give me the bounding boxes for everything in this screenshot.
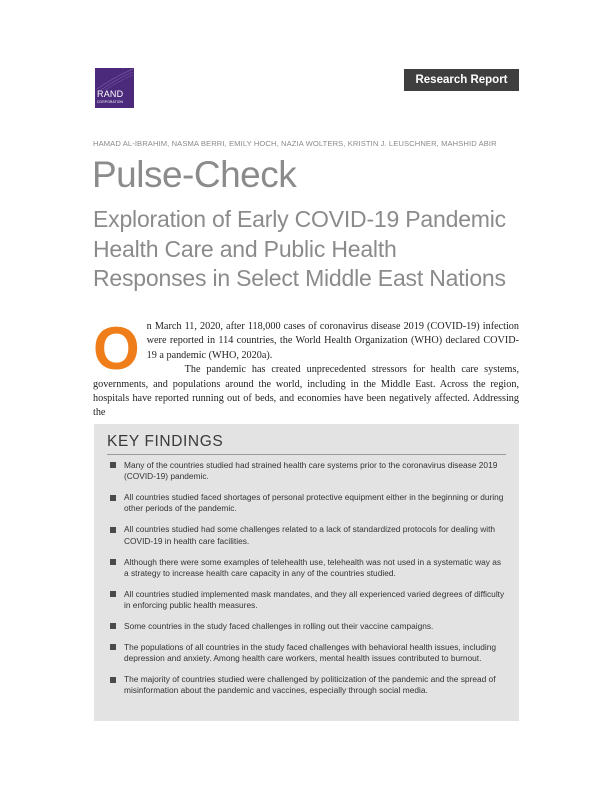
key-findings-heading: KEY FINDINGS — [107, 433, 224, 450]
subtitle-line-2: Health Care and Public Health — [93, 235, 397, 262]
finding-text: Some countries in the study faced challenges in rolling out their vaccine campaigns. — [124, 621, 434, 632]
report-type-badge: Research Report — [404, 69, 519, 91]
intro-text — [93, 315, 519, 421]
page-title: Pulse-Check — [92, 154, 297, 195]
heading-divider — [107, 454, 506, 455]
logo-subtitle: CORPORATION — [97, 100, 124, 104]
finding-item — [110, 460, 508, 482]
bullet-square-icon — [110, 677, 116, 683]
finding-text: All countries studied had some challenges related to a lack of standardized protocols for dealing with COVID-19 in health care facilities. — [124, 524, 496, 546]
bullet-square-icon — [110, 495, 116, 501]
finding-item — [110, 557, 508, 579]
finding-text: The populations of all countries in the study faced challenges with behavioral health issues, including depression and anxiety. Among health care workers, mental health issues contributed to burnout. — [124, 642, 496, 664]
drop-cap: O — [93, 315, 140, 382]
finding-item — [110, 492, 508, 514]
bullet-square-icon — [110, 644, 116, 650]
finding-item — [110, 642, 508, 664]
subtitle-line-3: Responses in Select Middle East Nations — [93, 265, 506, 291]
bullet-square-icon — [110, 527, 116, 533]
author-list: HAMAD AL-IBRAHIM, NASMA BERRI, EMILY HOCH, NAZIA WOLTERS, KRISTIN J. LEUSCHNER, MAHSHID ABIR — [93, 139, 497, 148]
intro-paragraph-1: n March 11, 2020, after 118,000 cases of coronavirus disease 2019 (COVID-19) infection were reported in 114 countries, the World Health Organization (WHO) declared COVID-19 a pandemic (WHO, 2020a). — [146, 321, 519, 361]
bullet-square-icon — [110, 559, 116, 565]
finding-text: Many of the countries studied had strained health care systems prior to the coronavirus disease 2019 (COVID-19) pandemic. — [124, 460, 498, 482]
finding-text: All countries studied implemented mask mandates, and they all experienced varied degrees of difficulty in enforcing public health measures. — [124, 588, 505, 611]
bullet-square-icon — [110, 623, 116, 629]
logo-name: RAND — [97, 89, 124, 99]
finding-text: All countries studied faced shortages of personal protective equipment either in the beginning or during other periods of the pandemic. — [124, 492, 504, 514]
subtitle-line-1: Exploration of Early COVID-19 Pandemic — [93, 206, 506, 232]
intro-paragraph-2: The pandemic has created unprecedented stressors for health care systems, governments, and populations around the world, including in the Middle East. Across the region, hospitals have reported running out of beds, and economies have been negatively affected. Addressing the — [93, 364, 519, 419]
finding-item — [110, 524, 508, 546]
key-findings-box — [94, 424, 519, 721]
page-subtitle — [93, 205, 533, 294]
finding-item — [110, 621, 508, 632]
bullet-square-icon — [110, 462, 116, 468]
key-findings-list — [110, 460, 508, 706]
rand-logo — [95, 68, 134, 108]
finding-text: The majority of countries studied were challenged by politicization of the pandemic and the spread of misinformation about the pandemic and vaccines, especially through social media. — [124, 674, 496, 696]
finding-item — [110, 589, 508, 611]
finding-text: Although there were some examples of telehealth use, telehealth was not used in a systematic way as a strategy to increase health care capacity in any of the countries studied. — [124, 556, 502, 578]
finding-item — [110, 674, 508, 696]
bullet-square-icon — [110, 591, 116, 597]
